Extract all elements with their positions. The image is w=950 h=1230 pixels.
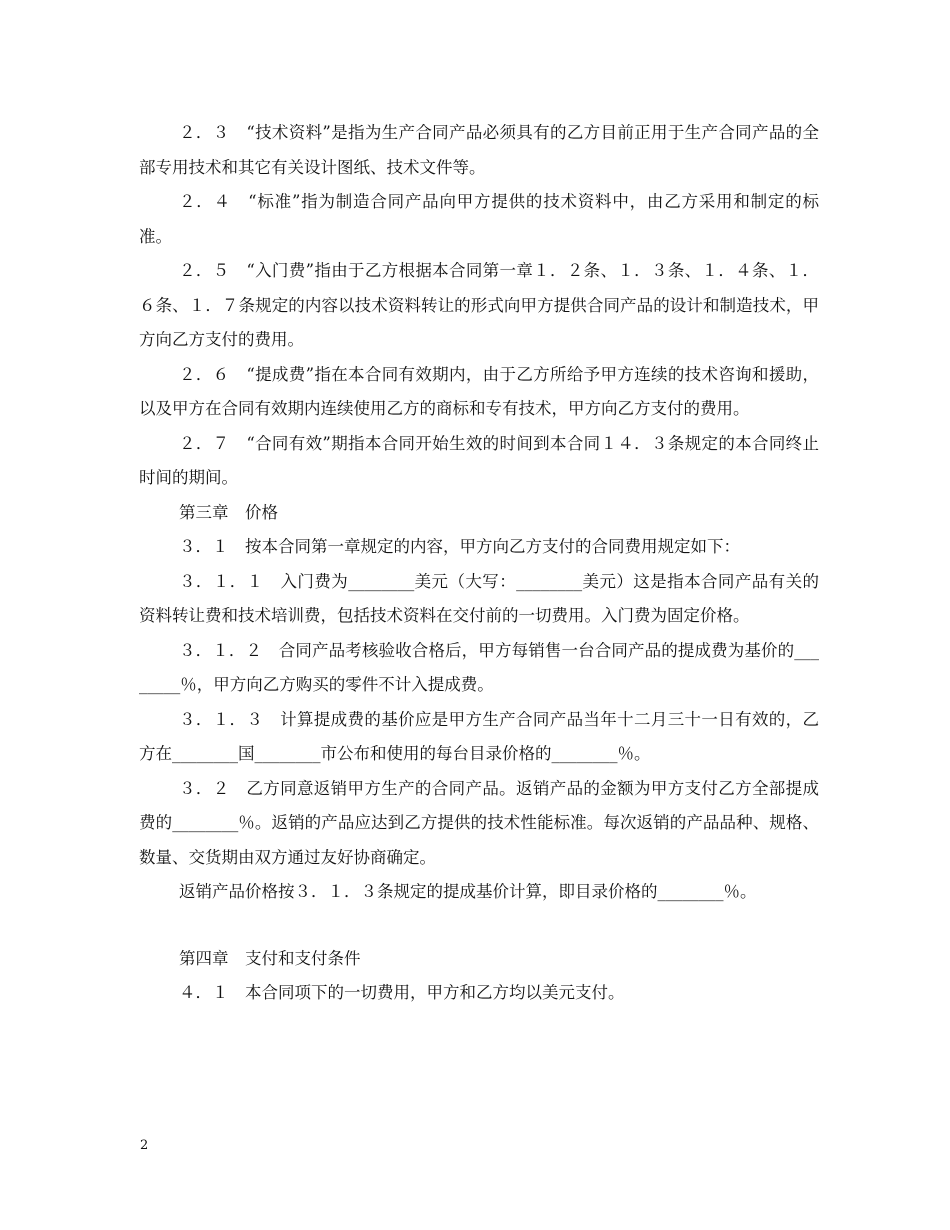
page-number: 2	[140, 1138, 149, 1153]
chapter-3-heading: 第三章 价格	[179, 502, 278, 522]
paragraph-spacer	[139, 910, 819, 942]
contract-body	[139, 116, 819, 1011]
clause-3-1-3: ３．１．３ 计算提成费的基价应是甲方生产合同产品当年十二月三十一日有效的，乙方在________国________市公布和使用的每台目录价格的________％。	[139, 709, 819, 763]
clause-3-2: ３．２ 乙方同意返销甲方生产的合同产品。返销产品的金额为甲方支付乙方全部提成费的________％。返销的产品应达到乙方提供的技术性能标准。每次返销的产品品种、规格、数量、交货期由双方通过友好协商确定。	[139, 778, 819, 867]
clause-2-6: ２．６ “提成费”指在本合同有效期内，由于乙方所给予甲方连续的技术咨询和援助，以及甲方在合同有效期内连续使用乙方的商标和专有技术，甲方向乙方支付的费用。	[139, 364, 819, 418]
buyback-price-paragraph: 返销产品价格按３．１．３条规定的提成基价计算，即目录价格的________％。	[179, 882, 757, 901]
clause-3-1-1: ３．１．１ 入门费为________美元（大写：________美元）这是指本合同产品有关的资料转让费和技术培训费，包括技术资料在交付前的一切费用。入门费为固定价格。	[139, 571, 819, 625]
clause-2-4: ２．４ “标准”指为制造合同产品向甲方提供的技术资料中，由乙方采用和制定的标准。	[139, 192, 819, 246]
clause-2-3: ２．３ “技术资料”是指为生产合同产品必须具有的乙方目前正用于生产合同产品的全部专用技术和其它有关设计图纸、技术文件等。	[139, 123, 819, 177]
clause-2-7: ２．７ “合同有效”期指本合同开始生效的时间到本合同１４．３条规定的本合同终止时间的期间。	[139, 433, 819, 487]
clause-4-1: ４．１ 本合同项下的一切费用，甲方和乙方均以美元支付。	[179, 983, 625, 1002]
clause-2-5: ２．５ “入门费”指由于乙方根据本合同第一章１．２条、１．３条、１．４条、１．６条、１．７条规定的内容以技术资料转让的形式向甲方提供合同产品的设计和制造技术，甲方向乙方支付的费用。	[139, 261, 819, 349]
clause-3-1: ３．１ 按本合同第一章规定的内容，甲方向乙方支付的合同费用规定如下：	[179, 537, 740, 556]
chapter-4-heading: 第四章 支付和支付条件	[179, 948, 361, 968]
clause-3-1-2: ３．１．２ 合同产品考核验收合格后，甲方每销售一台合同产品的提成费为基价的________％，甲方向乙方购买的零件不计入提成费。	[139, 640, 819, 694]
